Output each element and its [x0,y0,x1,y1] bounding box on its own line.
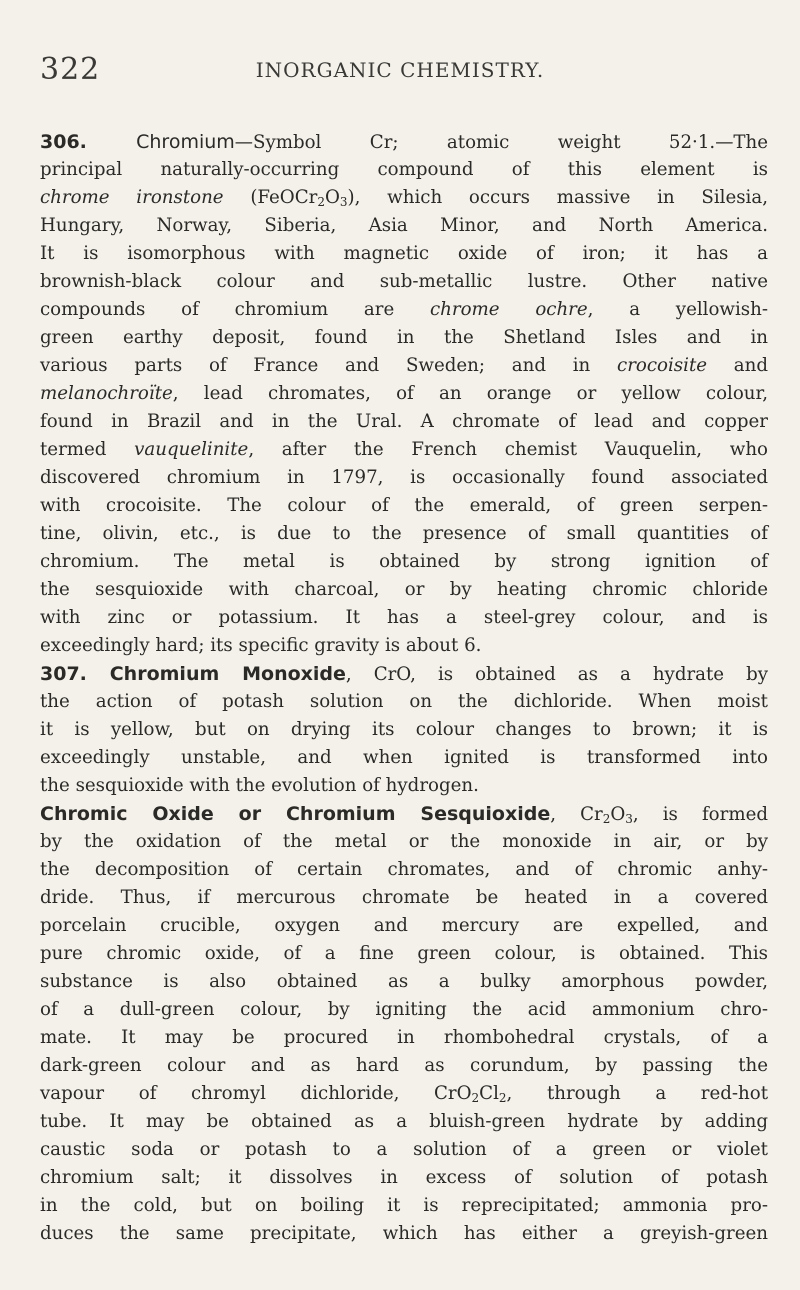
text-run: it is yellow, but on drying its colour changes to brown; it is [40,719,768,740]
text-line [40,1024,768,1052]
text-line [40,940,768,968]
text-line [40,1108,768,1136]
text-line [40,408,768,436]
section-number: 307. [40,663,110,685]
text-line [40,436,768,464]
text-line [40,128,768,156]
text-run: the decomposition of certain chromates, and of chromic anhy- [40,859,768,880]
text-line [40,1136,768,1164]
text-line [40,828,768,856]
subscript: 2 [498,1091,507,1105]
text-line [40,240,768,268]
text-run: pure chromic oxide, of a fine green colour, is obtained. This [40,943,768,964]
text-run: , a yellowish- [587,299,768,320]
text-line [40,660,768,688]
subscript: 3 [339,195,348,209]
text-run: the sesquioxide with charcoal, or by heating chromic chloride [40,579,768,600]
text-line [40,212,768,240]
text-run: green earthy deposit, found in the Shetland Isles and in [40,327,768,348]
italic-term: vauquelinite [134,439,249,460]
text-line [40,968,768,996]
text-line [40,1164,768,1192]
text-line [40,156,768,184]
text-run: compounds of chromium are [40,299,430,320]
text-run: with zinc or potassium. It has a steel-grey colour, and is [40,607,768,628]
text-line [40,520,768,548]
text-line [40,1220,768,1248]
text-run: chromium salt; it dissolves in excess of solution of potash [40,1167,768,1188]
text-line [40,856,768,884]
text-run: exceedingly unstable, and when ignited is transformed into [40,747,768,768]
text-run: discovered chromium in 1797, is occasionally found associated [40,467,768,488]
text-run: found in Brazil and in the Ural. A chromate of lead and copper [40,411,768,432]
section-number: 306. [40,131,137,153]
text-run: exceedingly hard; its specific gravity is about 6. [40,635,482,656]
text-line [40,688,768,716]
text-run: dark-green colour and as hard as corundum, by passing the [40,1055,768,1076]
text-line [40,1192,768,1220]
text-run: It is isomorphous with magnetic oxide of iron; it has a [40,243,768,264]
text-line [40,324,768,352]
text-line [40,996,768,1024]
italic-term: chrome ochre [430,299,588,320]
text-run: —Symbol Cr; atomic weight 52·1.—The [234,132,768,153]
text-run: tine, olivin, etc., is due to the presence of small quantities of [40,523,768,544]
text-line [40,548,768,576]
body-text [40,128,768,1248]
text-line [40,1080,768,1108]
text-run: , CrO, is obtained as a hydrate by [345,664,768,685]
text-run: , through a red-hot [506,1083,768,1104]
text-line [40,632,768,660]
text-line [40,464,768,492]
text-run: the sesquioxide with the evolution of hydrogen. [40,775,479,796]
text-run: Cl [479,1083,499,1104]
italic-term: chrome ironstone [40,187,224,208]
page-number: 322 [40,52,101,87]
text-run: dride. Thus, if mercurous chromate be heated in a covered [40,887,768,908]
text-run: , Cr [550,804,603,825]
text-run: tube. It may be obtained as a bluish-green hydrate by adding [40,1111,768,1132]
section-heading: Chromium [136,131,235,153]
text-line [40,1052,768,1080]
text-line [40,352,768,380]
subscript: 3 [625,812,633,826]
text-run: by the oxidation of the metal or the monoxide in air, or by [40,831,768,852]
text-run: , lead chromates, of an orange or yellow colour, [172,383,768,404]
text-run: various parts of France and Sweden; and in [40,355,618,376]
subscript: 2 [602,812,611,826]
text-run: substance is also obtained as a bulky amorphous powder, [40,971,768,992]
running-head: INORGANIC CHEMISTRY. [255,58,545,82]
text-run: with crocoisite. The colour of the emerald, of green serpen- [40,495,768,516]
italic-term: melanochroïte [40,383,173,404]
text-run: ), which occurs massive in Silesia, [347,187,769,208]
text-run: vapour of chromyl dichloride, CrO [40,1083,472,1104]
text-run: principal naturally-occurring compound of this element is [40,159,768,180]
text-line [40,772,768,800]
text-run: in the cold, but on boiling it is reprecipitated; ammonia pro- [40,1195,768,1216]
text-run: O [324,187,340,208]
text-line [40,884,768,912]
section-heading: Chromium Monoxide [109,663,346,685]
text-line [40,492,768,520]
text-run: , after the French chemist Vauquelin, who [248,439,768,460]
text-line [40,576,768,604]
text-run: mate. It may be procured in rhombohedral crystals, of a [40,1027,768,1048]
italic-term: crocoisite [617,355,708,376]
text-run: chromium. The metal is obtained by strong ignition of [40,551,768,572]
text-run: duces the same precipitate, which has either a greyish-green [40,1223,768,1244]
text-run: the action of potash solution on the dichloride. When moist [40,691,768,712]
subscript: 2 [317,195,325,209]
text-run: (FeOCr [223,187,318,208]
text-line [40,380,768,408]
text-run: of a dull-green colour, by igniting the acid ammonium chro- [40,999,768,1020]
page-header [40,52,760,88]
text-run: termed [40,439,135,460]
subscript: 2 [471,1091,480,1105]
text-line [40,296,768,324]
text-run: , is formed [632,804,768,825]
text-line [40,744,768,772]
text-line [40,604,768,632]
section-heading: Chromic Oxide or Chromium Sesquioxide [40,803,551,825]
text-run: porcelain crucible, oxygen and mercury are expelled, and [40,915,768,936]
text-line [40,268,768,296]
text-line [40,912,768,940]
text-run: caustic soda or potash to a solution of a green or violet [40,1139,768,1160]
text-line [40,800,768,828]
text-run: and [707,355,768,376]
text-line [40,716,768,744]
text-run: brownish-black colour and sub-metallic lustre. Other native [40,271,768,292]
text-run: O [610,804,626,825]
text-line [40,184,768,212]
text-run: Hungary, Norway, Siberia, Asia Minor, and North America. [40,215,768,236]
